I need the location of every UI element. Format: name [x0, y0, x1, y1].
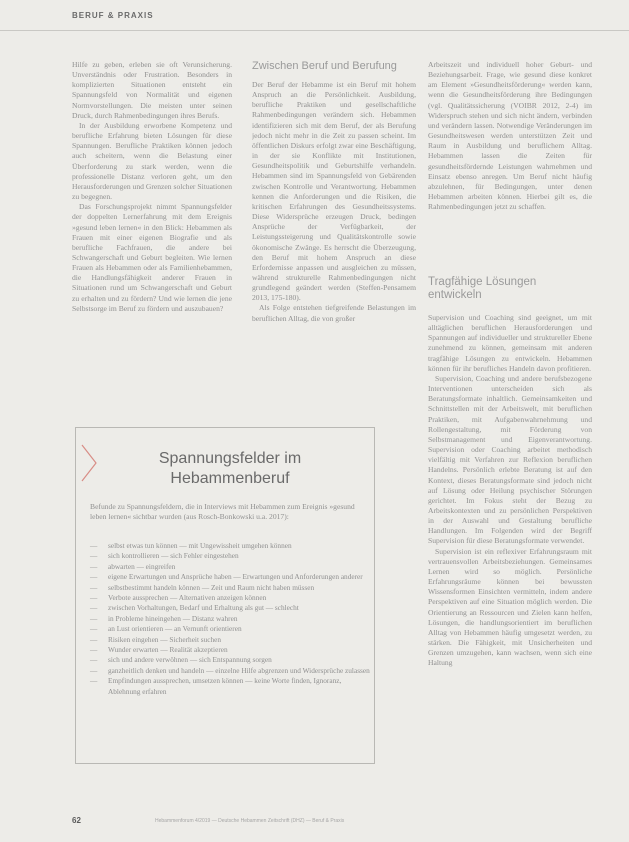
left-paragraph-1: Hilfe zu geben, erleben sie oft Verunsicherung. Unverständnis oder Frustration. Besonders in komplizierten Situationen entsteht ein Spannungsfeld von Normalität und eigenen Normvorstellungen. Die meisten unter seinen Druck, durch Rahmenbedingungen ihres Berufs.: [72, 60, 232, 120]
right-heading: Tragfähige Lösungen entwickeln: [428, 276, 537, 301]
tension-list: [90, 541, 374, 697]
right-paragraph-3: Supervision, Coaching und andere berufsbezogene Interventionen unterscheiden sich als Beratungsformate inhaltlich. Gemeinsamkeiten und Schnittstellen mit der Arbeitswelt, mit beruflichen Praktiken, mit Aufgabenwahrnehmung und Rollengestaltung, mit Förderung von Selbstmanagement und Eigenverantwortung. Supervision oder Coaching arbeitet methodisch vielfältig mit Verfahren zur Reflexion beruflichen Handelns. Persönlich erlebte Beratung ist auf den Kontext, dieses Beratungsformate sind jedoch nicht auf Lösung oder Heilung psychischer Störungen gerichtet. Im Fokus steht der Bezug zu Arbeitskontexten und zu persönlichen Perspektiven in der Auswahl und Gestaltung berufliche Handlungen. Im Folgenden wird der Begriff Supervision für diese Beratungsformate verwendet.: [428, 373, 592, 546]
box-title-line-2: Hebammenberuf: [170, 470, 290, 487]
right-column-bottom: [428, 313, 592, 811]
footer-text: Hebammenforum 4/2019 — Deutsche Hebammen Zeitschrift (DHZ) — Beruf & Praxis: [155, 818, 345, 824]
mid-paragraph-2: Als Folge entstehen tiefgreifende Belastungen im beruflichen Alltag, die von großer: [252, 303, 416, 323]
list-item: — sich kontrollieren — sich Fehler eingestehen: [90, 551, 239, 561]
list-item: — ganzheitlich denken und handeln — einzelne Hilfe abgrenzen und Widersprüche zulassen: [90, 665, 370, 675]
right-paragraph-2: Supervision und Coaching sind geeignet, um mit alltäglichen beruflichen Herausforderungen und Spannungen auf individueller und struktureller Ebene zunehmend zu können, gemeinsam mit anderen tragfähige Lösungen zu entwickeln. Hebammen können für ihr berufliches Handeln davon profitieren.: [428, 313, 592, 373]
list-item: — Risiken eingehen — Sicherheit suchen: [90, 634, 222, 644]
mid-column: [252, 80, 416, 406]
box-title: [150, 449, 310, 489]
left-paragraph-3: Das Forschungsprojekt nimmt Spannungsfelder der doppelten Lernerfahrung mit dem Ereignis »gesund leben lernen« in den Blick: Hebammen als Frauen mit einer eigenen Biografie und als berufliche Fachfrauen, die andere bei Schwangerschaft und Geburt begleiten. Wie lernen Frauen als Hebammen oder als Familienhebammen, die Handlungsfähigkeit anderer Frauen in Situationen rund um Schwangerschaft und Geburt zu erhalten und zu fördern? Und wie lernen die jene Selbstsorge im Beruf zu fördern und auszubauen?: [72, 202, 232, 313]
list-item: — eigene Erwartungen und Ansprüche haben — Erwartungen und Anforderungen anderer: [90, 572, 363, 582]
list-item: — selbstbestimmt handeln können — Zeit und Raum nicht haben müssen: [90, 582, 315, 592]
mid-paragraph-1: Der Beruf der Hebamme ist ein Beruf mit hohem Anspruch an die Persönlichkeit. Ausbildung, berufliche Praktiken und gesellschaftliche Rahmenbedingungen verändern sich. Hebammen identifizieren sich mit dem Beruf, der als Berufung jedoch nicht mehr in die Zeit zu passen scheint. Im öffentlichen Diskurs erfolgt zwar eine Beschäftigung, in der sie Konflikte mit Institutionen, Gesundheitspolitik und Geburtshilfe verhandeln. Hebammen sind im Spannungsfeld von Gebärenden zwischen Kontrolle und Verantwortung. Hebammen kennen die Anforderungen und die Risiken, die kritischen Erfahrungen des Gesundheitssystems. Diese Widersprüche erzeugen Druck, bedingen Ansprüche der Verfügbarkeit, der Leistungssteigerung und Qualitätskontrolle sowie ökonomische Zwänge. Es herrscht die Überzeugung, den Beruf mit hohem Anspruch an diese Erfordernisse anpassen und ausgleichen zu müssen, während strukturelle Rahmenbedingungen nicht grundlegend geändert werden (Steffen-Pensamem 2013, 175-180).: [252, 80, 416, 303]
list-item: — in Probleme hineingehen — Distanz wahren: [90, 613, 238, 623]
list-item: — an Lust orientieren — an Vernunft orientieren: [90, 624, 242, 634]
chevron-right-icon: [80, 443, 98, 483]
section-header: BERUF & PRAXIS: [72, 11, 154, 20]
right-column-top: [428, 60, 592, 265]
list-item: — Wunder erwarten — Realität akzeptieren: [90, 645, 228, 655]
box-intro: Befunde zu Spannungsfeldern, die in Interviews mit Hebammen zum Ereignis »gesund leben lernen« sichtbar wurden (aus Rosch-Bonkowski u.a. 2017):: [90, 502, 355, 522]
list-item: — sich und andere verwöhnen — sich Entspannung sorgen: [90, 655, 272, 665]
right-paragraph-1: Arbeitszeit und individuell hoher Geburt- und Beziehungsarbeit. Frage, wie gesund diese konkret am Element »Gesundheitsförderung« werden kann, wenn die Gesundheitsförderung ihre Bedingungen (vgl. Qualitätssicherung (VOIBR 2012, 2-4) im Widerspruch stehen und sich nicht ändern, verbinden und verändern lassen. Notwendige Veränderungen im Gesundheitswesen werden unterstützen Zeit und Raum in Ausbildung und beruflichem Alltag. Hebammen lassen die Zeiten für gesundheitsfördernde Leistungen wahrnehmen und Einsatz ebenso anregen. Um Beruf nicht häufig abzulehnen, für Bedingungen, unter denen Hebammen arbeiten können. Hierbei gilt es, die Rahmenbedingungen jetzt zu schaffen.: [428, 60, 592, 212]
box-title-line-1: Spannungsfelder im: [158, 450, 302, 467]
list-item: — zwischen Vorhaltungen, Bedarf und Erhaltung als gut — schlecht: [90, 603, 299, 613]
header-rule: [0, 30, 629, 31]
left-paragraph-2: In der Ausbildung erworbene Kompetenz und berufliche Erfahrung bieten Lösungen für diese Spannungen. Berufliche Praktiken können jedoch auch scheitern, wenn die Belastung einer Überforderung zu stark werden, wenn die professionelle Distanz verloren geht, um den Herausforderungen und Grenzen solcher Situationen zu begegnen.: [72, 120, 232, 202]
page-number: 62: [72, 816, 81, 825]
list-item: — selbst etwas tun können — mit Ungewissheit umgehen können: [90, 541, 292, 550]
list-item: — abwarten — eingreifen: [90, 561, 176, 571]
left-column: [72, 60, 232, 412]
list-item: — Verbote aussprechen — Alternativen anzeigen können: [90, 593, 267, 603]
right-paragraph-4: Supervision ist ein reflexiver Erfahrungsraum mit vertrauensvollen Arbeitsbeziehungen. Gemeinsames Lernen wird so möglich. Persönliche Erfahrungsräume können bei bewussten Wissensformen Einsichten vermitteln, indem andere Perspektiven auf eine Situation möglich werden. Die Orientierung an Ressourcen und Zielen kann helfen, Lösungen, die handlungsorientiert im beruflichen Alltag von Hebammen häufig umgesetzt werden, zu stärken. Die Fähigkeit, mit Unsicherheiten und Grenzen umzugehen, kann wachsen, wenn sich eine Haltung: [428, 546, 592, 668]
mid-heading: Zwischen Beruf und Berufung: [252, 60, 397, 72]
list-item: — Empfindungen aussprechen, umsetzen können — keine Worte finden, Ignoranz, Ablehnung erfahren: [90, 676, 342, 696]
